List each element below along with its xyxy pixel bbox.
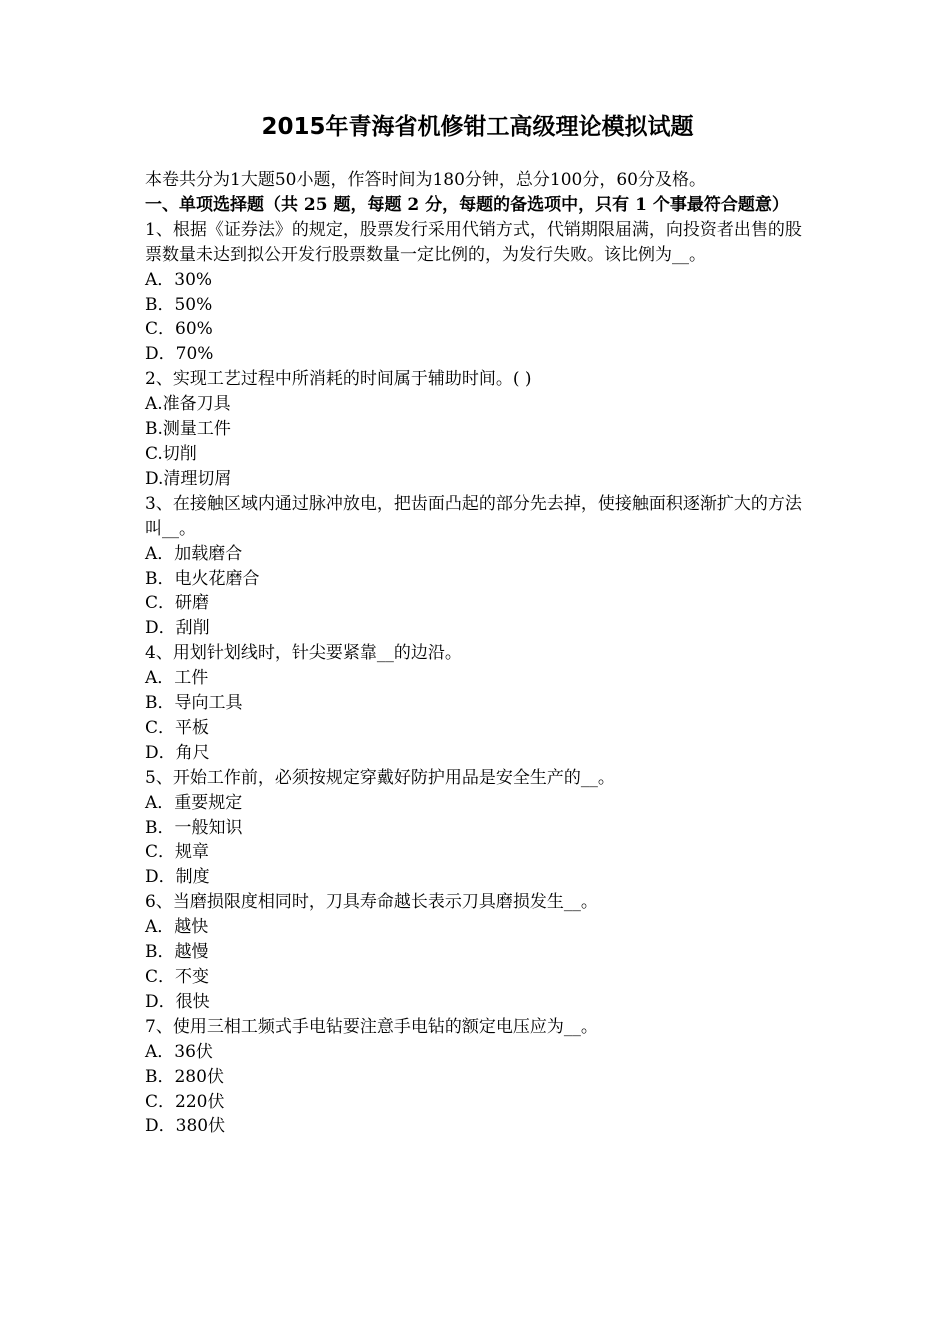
option-a: A．越快: [145, 917, 209, 938]
option-d: D.清理切屑: [145, 468, 232, 489]
option-b: B．越慢: [145, 942, 209, 963]
document-page: [145, 112, 810, 1139]
option-d: D．制度: [145, 867, 210, 888]
option-c: C．不变: [145, 967, 210, 987]
option-c: C．研磨: [145, 593, 210, 614]
question-text: 2、实现工艺过程中所消耗的时间属于辅助时间。( ): [145, 369, 532, 390]
document-title: 2015年青海省机修钳工高级理论模拟试题: [261, 114, 694, 140]
question-7: [145, 1015, 810, 1140]
option-a: A.准备刀具: [145, 394, 231, 415]
question-5: [145, 766, 810, 891]
option-b: B.测量工件: [145, 419, 231, 440]
option-d: D．刮削: [145, 618, 210, 639]
option-b: B．280伏: [145, 1066, 224, 1087]
option-d: D．很快: [145, 991, 210, 1012]
question-4: [145, 641, 810, 766]
question-1: [145, 218, 810, 367]
question-2: [145, 367, 810, 492]
option-a: A．重要规定: [145, 792, 243, 813]
option-c: C．60%: [145, 319, 213, 340]
option-a: A．30%: [145, 269, 213, 290]
question-text: 4、用划针划线时，针尖要紧靠__的边沿。: [145, 643, 462, 664]
question-3: [145, 492, 810, 641]
option-b: B．电火花磨合: [145, 568, 260, 589]
question-6: [145, 890, 810, 1015]
option-d: D．380伏: [145, 1116, 226, 1137]
option-a: A．加载磨合: [145, 543, 243, 564]
option-d: D．角尺: [145, 742, 210, 763]
question-text: 3、在接触区域内通过脉冲放电，把齿面凸起的部分先去掉，使接触面积逐渐扩大的方法叫__。: [145, 493, 802, 539]
option-c: C．规章: [145, 842, 210, 863]
option-c: C.切削: [145, 443, 197, 464]
question-text: 6、当磨损限度相同时，刀具寿命越长表示刀具磨损发生__。: [145, 892, 598, 913]
option-d: D．70%: [145, 344, 214, 365]
question-text: 1、根据《证券法》的规定，股票发行采用代销方式，代销期限届满，向投资者出售的股票数量未达到拟公开发行股票数量一定比例的，为发行失败。该比例为__。: [145, 219, 802, 265]
question-text: 7、使用三相工频式手电钻要注意手电钻的额定电压应为__。: [145, 1016, 598, 1037]
option-c: C．平板: [145, 717, 210, 738]
option-b: B．导向工具: [145, 693, 243, 714]
option-c: C．220伏: [145, 1091, 225, 1112]
option-b: B．50%: [145, 294, 213, 315]
option-a: A．36伏: [145, 1041, 213, 1062]
question-text: 5、开始工作前，必须按规定穿戴好防护用品是安全生产的__。: [145, 767, 615, 788]
option-a: A．工件: [145, 668, 209, 689]
section-heading: 一、单项选择题（共 25 题，每题 2 分，每题的备选项中，只有 1 个事最符合题意）: [145, 194, 789, 215]
option-b: B．一般知识: [145, 817, 243, 838]
exam-intro: 本卷共分为1大题50小题，作答时间为180分钟，总分100分，60分及格。: [145, 170, 706, 190]
